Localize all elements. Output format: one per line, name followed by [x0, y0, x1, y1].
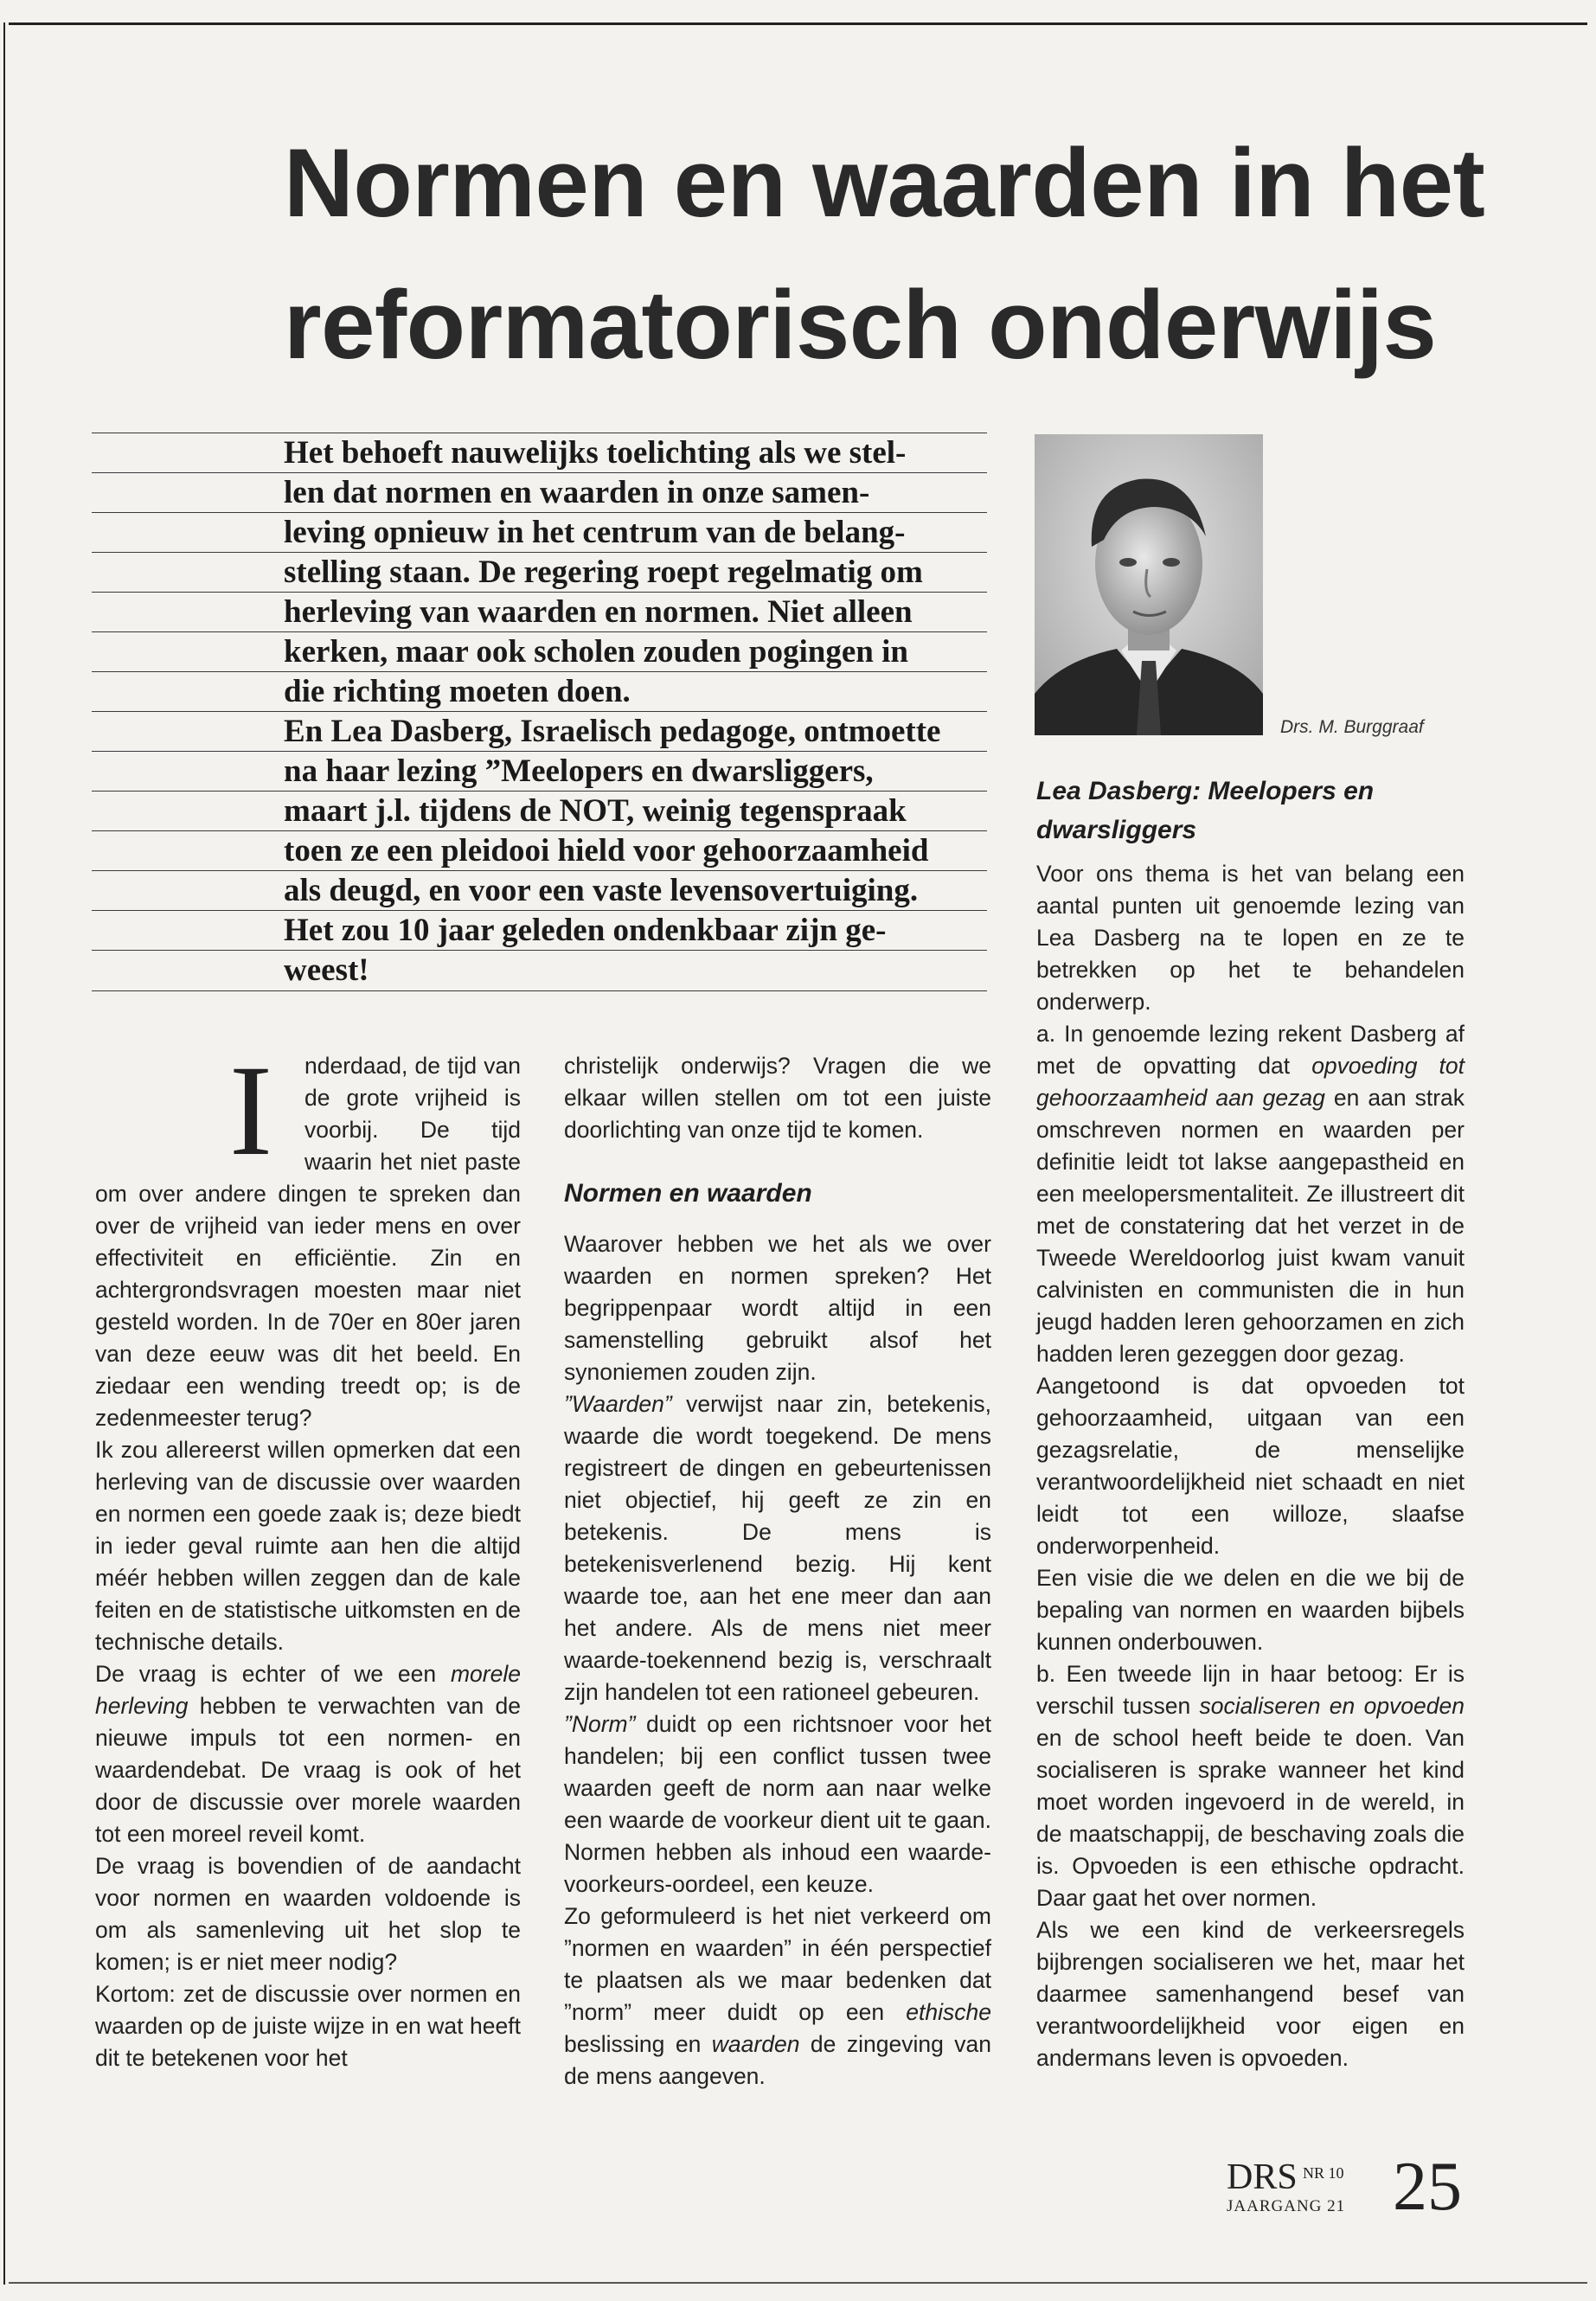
- title-line-2: reformatorisch onderwijs: [284, 271, 1437, 379]
- col1-paragraph-4: De vraag is bovendien of de aandacht voor normen en waarden voldoende is om als samenleving uit het slop te komen; is er niet meer nodig?: [95, 1853, 521, 1975]
- left-rule: [3, 22, 5, 2285]
- text-run: hebben te verwachten van de nieuwe impuls tot een normen- en waardendebat. De vraag is ook of het door de discussie over morele waarden tot een moreel reveil komt.: [95, 1693, 521, 1847]
- text-run: duidt op een richtsnoer voor het handelen; bij een conflict tussen twee waarden geeft de norm aan naar welke een waarde de voorkeur dient uit te gaan. Normen hebben als inhoud een waarde-voorkeurs-oordeel, een keuze.: [564, 1711, 991, 1897]
- intro-line: kerken, maar ook scholen zouden pogingen in: [92, 631, 987, 671]
- text-run: en aan strak omschreven normen en waarden per definitie leidt tot lakse aangepastheid en een meelopersmentaliteit. Ze illustreert dit met de constatering dat het verzet in de Tweede Wereldoorlog juist kwam vanuit calvinisten en communisten die in hun jeugd hadden leren gehoorzamen en zich hadden leren gezeggen door gezag.: [1036, 1085, 1465, 1367]
- intro-line: En Lea Dasberg, Israelisch pedagoge, ontmoette: [92, 711, 987, 751]
- emphasis: socialiseren en opvoeden: [1199, 1693, 1465, 1719]
- text-run: Zo geformuleerd is het niet verkeerd om ”normen en waarden” in één perspectief te plaatsen als we maar bedenken dat ”norm” meer duidt op een: [564, 1903, 991, 2025]
- intro-line: Het zou 10 jaar geleden ondenkbaar zijn ge-: [92, 910, 987, 950]
- intro-box: [92, 433, 987, 991]
- col1-paragraph-2: Ik zou allereerst willen opmerken dat een herleving van de discussie over waarden en normen een goede zaak is; deze biedt in ieder geval ruimte aan hen die altijd méér hebben willen zeggen dan de kale feiten en de statistische uitkomsten en de technische details.: [95, 1437, 521, 1655]
- emphasis: opvoeding tot gehoorzaamheid aan gezag: [1036, 1053, 1465, 1111]
- col2-paragraph-3: [564, 1388, 991, 1708]
- intro-line: len dat normen en waarden in onze samen-: [92, 472, 987, 512]
- author-photo: [1035, 434, 1263, 735]
- page-number: 25: [1393, 2149, 1462, 2225]
- intro-line: na haar lezing ”Meelopers en dwarsliggers,: [92, 751, 987, 791]
- column-3: [1036, 772, 1465, 2074]
- col3-paragraph-5: [1036, 1658, 1465, 1914]
- intro-line: stelling staan. De regering roept regelmatig om: [92, 552, 987, 592]
- intro-line: die richting moeten doen.: [92, 671, 987, 711]
- title-line-1: Normen en waarden in het: [284, 129, 1485, 237]
- text-run: b. Een tweede lijn in haar betoog: Er is verschil tussen: [1036, 1661, 1465, 1719]
- intro-line: toen ze een pleidooi hield voor gehoorzaamheid: [92, 830, 987, 870]
- page-footer: [1227, 2149, 1486, 2228]
- intro-line: herleving van waarden en normen. Niet alleen: [92, 592, 987, 631]
- text-run: beslissing en: [564, 2031, 712, 2057]
- text-run: De vraag is echter of we een: [95, 1661, 451, 1687]
- emphasis: ethische: [906, 1999, 991, 2025]
- text-run: verwijst naar zin, betekenis, waarde die wordt toegekend. De mens registreert de dingen en gebeurtenissen niet objectief, hij geeft ze zin en betekenis. De mens is betekenisverlenend bezig. Hij kent waarde toe, aan het ene meer dan aan het andere. Als de mens niet meer waarde-toekennend bezig is, verschraalt zijn handelen tot een rationeel gebeuren.: [564, 1391, 991, 1705]
- emphasis: ”Norm”: [564, 1711, 636, 1737]
- bottom-rule: [9, 2282, 1587, 2284]
- emphasis: ”Waarden”: [564, 1391, 672, 1417]
- intro-line: Het behoeft nauwelijks toelichting als we stel-: [92, 433, 987, 472]
- col2-paragraph-1: christelijk onderwijs? Vragen die we elkaar willen stellen om tot een juiste doorlichting van onze tijd te komen.: [564, 1053, 991, 1143]
- text-run: a. In genoemde lezing rekent Dasberg af met de opvatting dat: [1036, 1021, 1465, 1079]
- column-1: [95, 1039, 521, 2074]
- col1-paragraph-5: Kortom: zet de discussie over normen en waarden op de juiste wijze in en wat heeft dit te betekenen voor het: [95, 1981, 521, 2071]
- col3-paragraph-2: [1036, 1018, 1465, 1370]
- photo-caption: Drs. M. Burggraaf: [1280, 717, 1424, 737]
- col3-paragraph-1: Voor ons thema is het van belang een aantal punten uit genoemde lezing van Lea Dasberg na te lopen en ze te betrekken op het te behandelen onderwerp.: [1036, 861, 1465, 1015]
- portrait-image: [1035, 434, 1263, 735]
- section-heading: Lea Dasberg: Meelopers en dwarsliggers: [1036, 777, 1375, 844]
- col2-paragraph-2: Waarover hebben we het als we over waarden en normen spreken? Het begrippenpaar wordt altijd in een samenstelling gebruikt alsof het synoniemen zouden zijn.: [564, 1231, 991, 1385]
- intro-line: als deugd, en voor een vaste levensovertuiging.: [92, 870, 987, 910]
- text-run: en de school heeft beide te doen. Van socialiseren is sprake wanneer het kind moet worden ingevoerd in de wereld, in de maatschappij, de beschaving zoals die is. Opvoeden is een ethische opdracht. Daar gaat het over normen.: [1036, 1725, 1465, 1911]
- section-heading: Normen en waarden: [564, 1179, 812, 1208]
- magazine-name: DRS: [1227, 2157, 1298, 2197]
- col3-paragraph-6: Als we een kind de verkeersregels bijbrengen socialiseren we het, maar het daarmee samenhangend besef van verantwoordelijkheid voor eigen en andermans leven is opvoeden.: [1036, 1917, 1465, 2071]
- intro-line: leving opnieuw in het centrum van de belang-: [92, 512, 987, 552]
- col1-paragraph-1: nderdaad, de tijd van de grote vrijheid is voorbij. De tijd waarin het niet paste om over andere dingen te spreken dan over de vrijheid van ieder mens en over effectiviteit en efficiëntie. Zin en achtergrondsvragen moesten maar niet gesteld worden. In de 70er en 80er jaren van deze eeuw was dit het beeld. En ziedaar een wending treedt op; is de zedenmeester terug?: [95, 1053, 521, 1431]
- col3-paragraph-3: Aangetoond is dat opvoeden tot gehoorzaamheid, uitgaan van een gezagsrelatie, de menselijke verantwoordelijkheid niet schaadt en niet leidt tot een willoze, slaafse onderworpenheid.: [1036, 1373, 1465, 1559]
- column-2: [564, 1050, 991, 2093]
- top-rule: [9, 22, 1587, 25]
- text-run: de zingeving van de mens aangeven.: [564, 2031, 991, 2089]
- col2-paragraph-5: [564, 1900, 991, 2093]
- col2-paragraph-4: [564, 1708, 991, 1900]
- col3-paragraph-4: Een visie die we delen en die we bij de bepaling van normen en waarden bijbels kunnen onderbouwen.: [1036, 1565, 1465, 1655]
- intro-line: maart j.l. tijdens de NOT, weinig tegenspraak: [92, 791, 987, 830]
- drop-cap: I: [229, 1039, 272, 1183]
- emphasis: morele herleving: [95, 1661, 521, 1719]
- drop-cap-paragraph: [95, 1039, 521, 1434]
- issue-number: NR 10: [1303, 2164, 1344, 2182]
- col1-paragraph-3: [95, 1658, 521, 1850]
- volume-label: JAARGANG 21: [1227, 2197, 1346, 2215]
- emphasis: waarden: [711, 2031, 800, 2057]
- intro-line: weest!: [92, 950, 987, 991]
- article-title: [284, 112, 1521, 396]
